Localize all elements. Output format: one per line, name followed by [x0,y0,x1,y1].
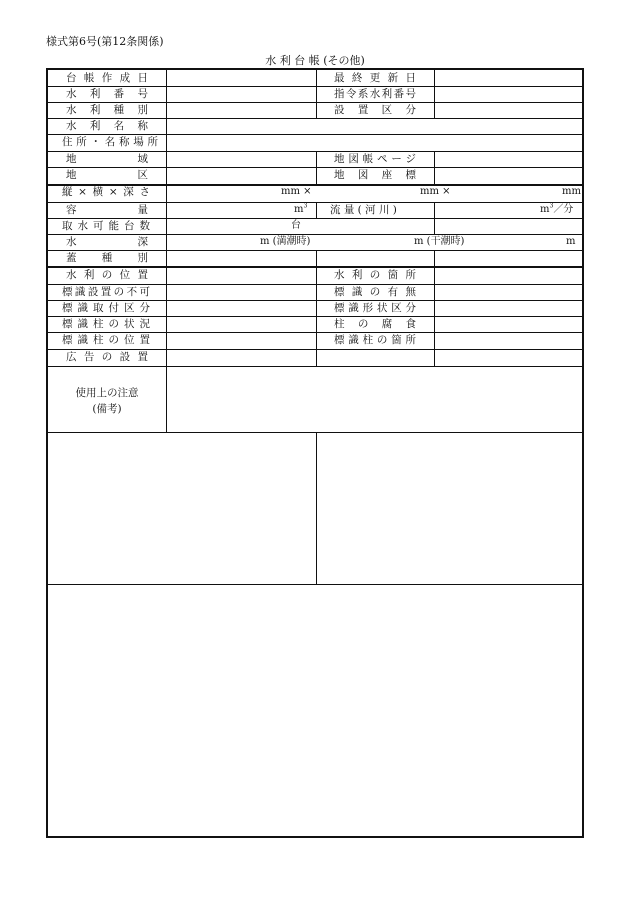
mid-column-line [316,266,317,366]
label-flow-rate: 流 量 ( 河 川 ) [330,204,397,216]
label-intake-count: 取水可能台数 [62,220,150,232]
label-install-category: 設置区分 [334,104,416,116]
depth-unit-end: m [566,236,576,247]
label-region: 地域 [66,153,148,165]
label-water-depth: 水深 [66,236,148,248]
label-water-position: 水利の位置 [66,269,148,281]
value-column-line [434,266,435,366]
label-address: 住所・名称場所 [62,136,158,148]
page-title: 水 利 台 帳 (その他) [265,54,365,67]
label-sign-mounting: 標識取付区分 [62,302,150,314]
value-column-line [434,151,435,184]
label-pole-corrosion: 柱の腐食 [334,318,416,330]
depth-unit-low-tide: m (干潮時) [414,236,465,247]
label-capacity: 容量 [66,204,148,216]
label-map-coordinates: 地図座標 [334,169,416,181]
label-usage-notes: 使用上の注意 [75,387,139,399]
label-last-updated: 最終更新日 [334,72,416,84]
mid-column-line [316,70,317,118]
label-advertising: 広告の設置 [66,351,148,363]
mid-column-line [316,250,317,266]
label-sign-install: 標識設置の不可 [62,286,150,298]
label-district: 地区 [66,169,148,181]
label-water-number: 水利番号 [66,88,148,100]
label-creation-date: 台帳作成日 [66,72,148,84]
label-water-type: 水利種別 [66,104,148,116]
label-sign-shape: 標識形状区分 [334,302,416,314]
label-column-line [166,70,167,432]
label-pole-location: 標識柱の箇所 [334,334,416,346]
label-map-page: 地図帳ページ [334,153,416,165]
row-line [48,366,582,367]
depth-unit-high-tide: m (満潮時) [260,236,311,247]
flow-unit: $m^3/$分 [540,202,574,215]
capacity-unit: $m^3$ [294,202,308,215]
ledger-form [46,68,584,838]
mid-column-line [316,202,317,218]
label-sign-presence: 標識の有無 [334,286,416,298]
label-water-location: 水利の箇所 [334,269,416,281]
label-command-number: 指令系水利番号 [334,88,416,100]
label-dimensions: 縦×横×深さ [62,186,150,198]
intake-unit: 台 [291,220,301,231]
label-pole-position: 標識柱の位置 [62,334,150,346]
map-area [48,585,582,836]
label-remarks: (備考) [92,403,122,415]
photo-area-left [48,433,316,584]
dims-unit-1: mm × [281,186,312,197]
value-column-line [434,202,435,234]
label-pole-condition: 標識柱の状況 [62,318,150,330]
mid-column-line [316,151,317,184]
value-column-line [434,250,435,266]
label-lid-type: 蓋種別 [66,252,148,264]
value-column-line [434,70,435,118]
form-reference: 様式第6号(第12条関係) [46,35,164,48]
dims-unit-3: mm [562,186,581,197]
dims-unit-2: mm × [420,186,451,197]
label-water-name: 水利名称 [66,120,148,132]
photo-area-right [317,433,582,584]
